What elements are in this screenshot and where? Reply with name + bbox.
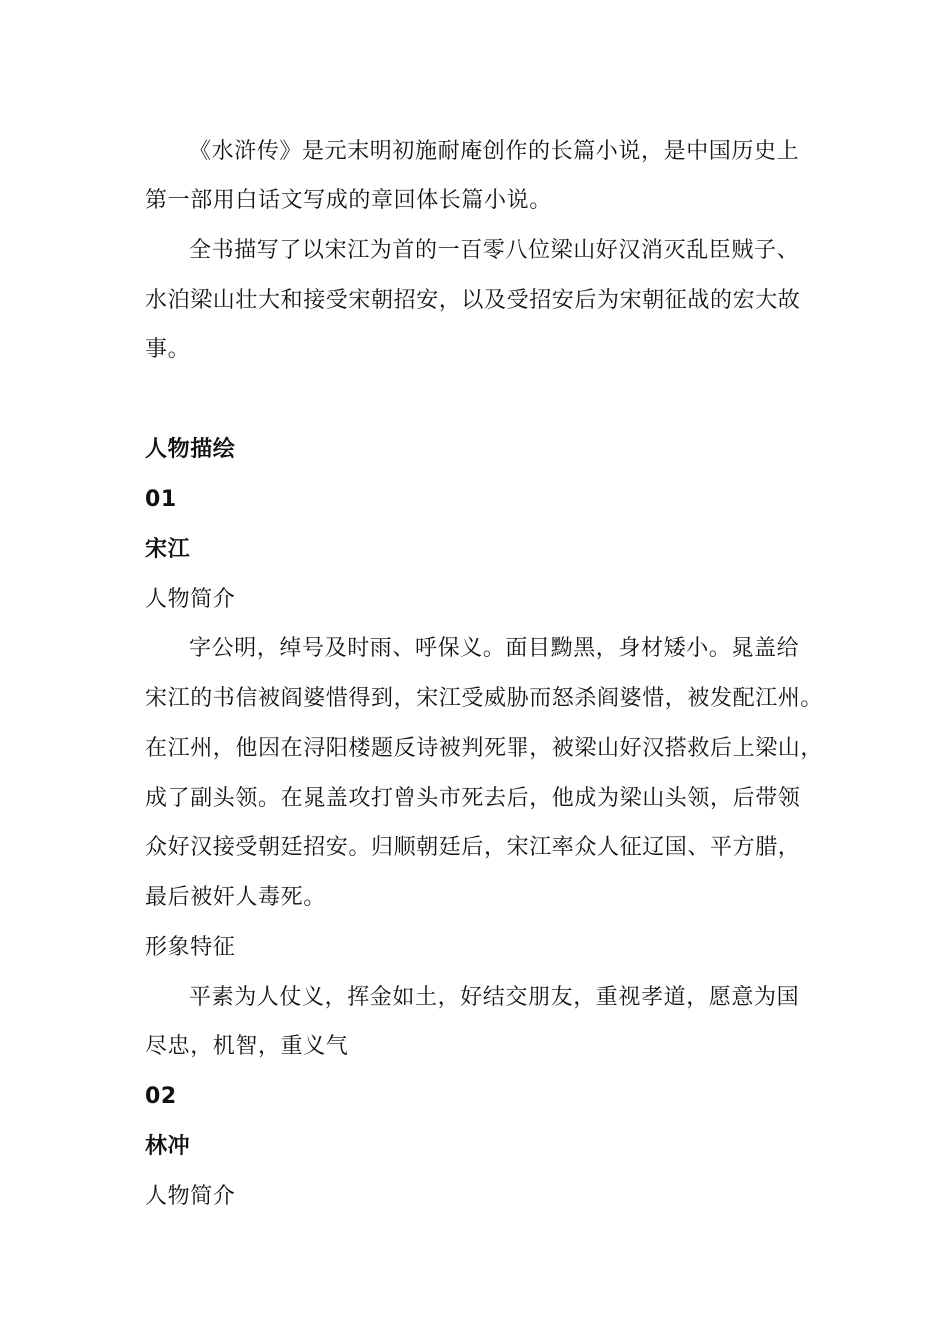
bio-line: 在江州，他因在浔阳楼题反诗被判死罪，被梁山好汉搭救后上梁山， [145,736,824,761]
intro-paragraph-1-line-2: 第一部用白话文写成的章回体长篇小说。 [145,188,552,213]
trait-label: 形象特征 [145,935,236,960]
bio-line: 成了副头领。在晁盖攻打曾头市死去后，他成为梁山头领，后带领 [145,786,801,811]
character-name: 宋江 [145,537,191,562]
intro-paragraph-2-line-1: 全书描写了以宋江为首的一百零八位梁山好汉消灭乱臣贼子、 [189,238,800,263]
bio-line: 宋江的书信被阎婆惜得到，宋江受威胁而怒杀阎婆惜，被发配江州。 [145,686,824,711]
bio-label: 人物简介 [145,587,236,612]
intro-paragraph-1-line-1: 《水浒传》是元末明初施耐庵创作的长篇小说，是中国历史上 [189,139,800,164]
character-number: 02 [145,1084,177,1109]
intro-paragraph-2-line-3: 事。 [145,337,191,362]
intro-paragraph-2-line-2: 水泊梁山壮大和接受宋朝招安，以及受招安后为宋朝征战的宏大故 [145,288,801,313]
character-name: 林冲 [145,1134,191,1159]
trait-line: 平素为人仗义，挥金如土，好结交朋友，重视孝道，愿意为国 [189,985,800,1010]
character-number: 01 [145,487,177,512]
section-title: 人物描绘 [145,437,236,462]
bio-line: 字公明，绰号及时雨、呼保义。面目黝黑，身材矮小。晁盖给 [189,636,800,661]
bio-line: 最后被奸人毒死。 [145,885,326,910]
bio-line: 众好汉接受朝廷招安。归顺朝廷后，宋江率众人征辽国、平方腊， [145,835,801,860]
trait-line: 尽忠，机智，重义气 [145,1034,349,1059]
bio-label: 人物简介 [145,1184,236,1209]
